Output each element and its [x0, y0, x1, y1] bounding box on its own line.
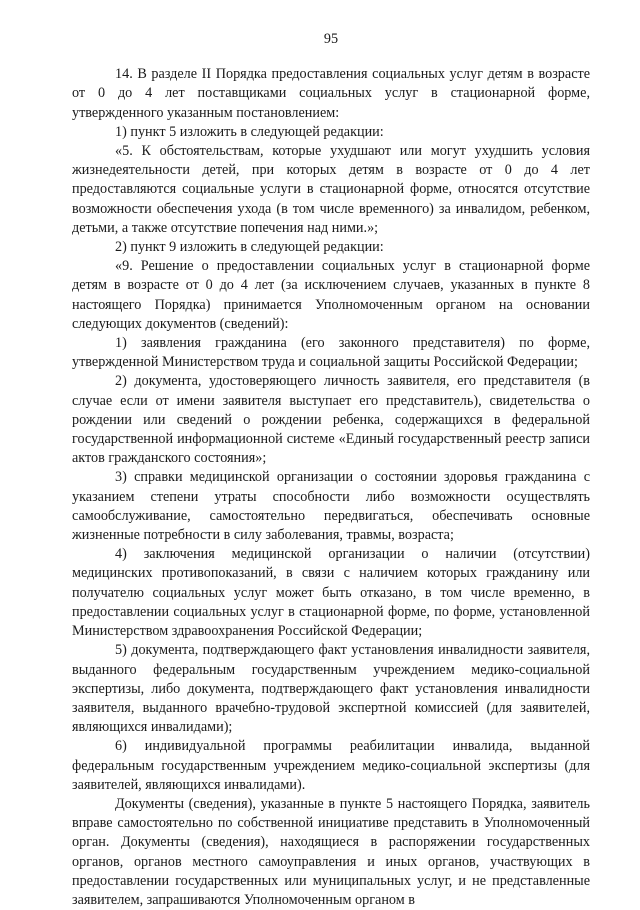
- paragraph: Документы (сведения), указанные в пункте 5 настоящего Порядка, заявитель вправе самостоятельно по собственной инициативе представить в Уполномоченный орган. Документы (сведения), находящиеся в распоряжении государственных органов, органов местного самоуправления и иных органов, участвующих в предоставлении государственных или муниципальных услуг, и не представленные заявителем, запрашиваются Уполномоченным органом в: [72, 795, 590, 908]
- paragraph: 14. В разделе II Порядка предоставления социальных услуг детям в возрасте от 0 до 4 лет поставщиками социальных услуг в стационарной форме, утвержденного указанным постановлением:: [72, 66, 590, 121]
- paragraph: 3) справки медицинской организации о состоянии здоровья гражданина с указанием степени утраты способности либо возможности осуществлять самообслуживание, самостоятельно передвигаться, обеспечивать основные жизненные потребности в силу заболевания, травмы, возраста;: [72, 469, 590, 544]
- paragraph: «9. Решение о предоставлении социальных услуг в стационарной форме детям в возрасте от 0 до 4 лет (за исключением случаев, указанных в пункте 8 настоящего Порядка) принимается Уполномоченным органом на основании следующих документов (сведений):: [72, 258, 590, 332]
- page-number: 95: [323, 31, 339, 47]
- paragraph: 5) документа, подтверждающего факт установления инвалидности заявителя, выданного федеральным государственным учреждением медико-социальной экспертизы, либо документа, подтверждающего факт установления инвалидности заявителя, выданного врачебно-трудовой экспертной комиссией (для заявителей, являющихся инвалидами);: [72, 642, 590, 736]
- paragraph: 2) пункт 9 изложить в следующей редакции:: [115, 239, 384, 256]
- paragraph: 1) заявления гражданина (его законного представителя) по форме, утвержденной Министерством труда и социальной защиты Российской Федерации;: [72, 335, 590, 371]
- paragraph: 1) пункт 5 изложить в следующей редакции:: [115, 123, 384, 140]
- paragraph: «5. К обстоятельствам, которые ухудшают или могут ухудшить условия жизнедеятельности детей, при которых детям в возрасте от 0 до 4 лет предоставляются социальные услуги в стационарной форме, относятся отсутствие возможности обеспечения ухода (в том числе временного) за инвалидом, ребенком, детьми, а также отсутствие попечения над ними.»;: [72, 143, 590, 236]
- paragraph: 4) заключения медицинской организации о наличии (отсутствии) медицинских противопоказаний, в связи с наличием которых гражданину или получателю социальных услуг может быть отказано, в том числе временно, в предоставлении социальных услуг в стационарной форме, по форме, установленной Министерством здравоохранения Российской Федерации;: [72, 546, 590, 640]
- paragraph: 6) индивидуальной программы реабилитации инвалида, выданной федеральным государственным учреждением медико-социальной экспертизы (для заявителей, являющихся инвалидами).: [72, 738, 590, 793]
- document-page: [72, 30, 590, 910]
- paragraph: 2) документа, удостоверяющего личность заявителя, его представителя (в случае если от имени заявителя выступает его представитель), свидетельства о рождении или сведений о рождении ребенка, содержащихся в федеральной государственной информационной системе «Единый государственный реестр записи актов гражданского состояния»;: [72, 373, 590, 467]
